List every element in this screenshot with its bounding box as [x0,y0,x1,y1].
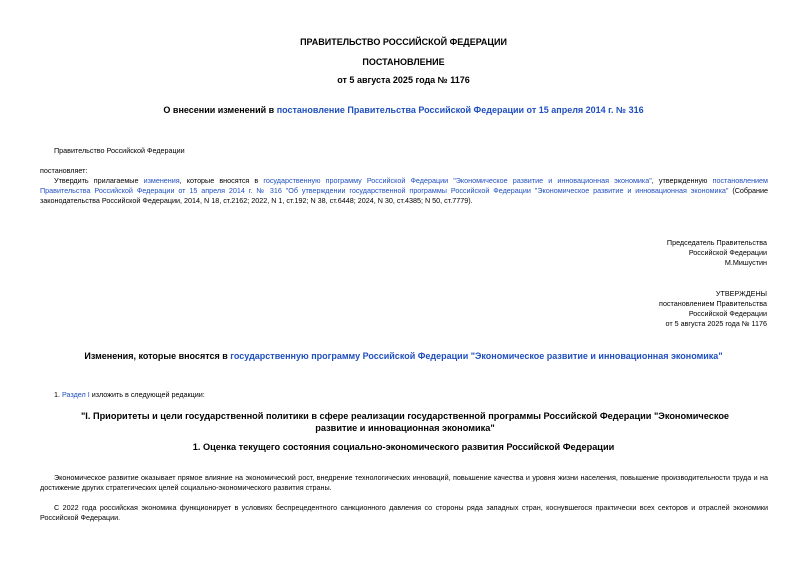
signature-position: Председатель Правительства [666,238,767,247]
approved-date: от 5 августа 2025 года № 1176 [665,319,767,328]
title-prefix: О внесении изменений в [163,105,277,115]
resolution-paragraph [40,176,768,206]
signature-country: Российской Федерации [688,248,767,257]
changes-title [0,351,807,361]
item-1-text: изложить в следующей редакции: [89,390,205,399]
resolution-link[interactable]: постановлением Правительства Российской Федерации от 15 апреля 2014 г. № 316 "Об утверждении государственной программы Российской Федерации "Экономическое развитие и инновационная экономика" [40,176,768,195]
changes-link[interactable]: изменения [143,176,180,185]
section-heading: "I. Приоритеты и цели государственной политики в сфере реализации государственной программы Российской Федерации "Экономическое развитие и инновационная экономика" [80,411,730,433]
intro-resolves: постановляет: [40,166,88,175]
doc-date-number: от 5 августа 2025 года № 1176 [337,75,470,85]
item-1-number: 1. [54,390,62,399]
paragraph-2: С 2022 года российская экономика функционирует в условиях беспрецедентного санкционного давления со стороны ряда западных стран, коснувшегося практически всех секторов и отраслей экономики Российской Федерации. [40,503,768,522]
doc-type-heading: ПОСТАНОВЛЕНИЕ [362,57,445,67]
item-1 [54,390,205,400]
paragraph-1: Экономическое развитие оказывает прямое влияние на экономический рост, внедрение технологических инноваций, повышение качества и уровня жизни населения, повышение производительности труда и на достижение других стратегических целей социально-экономического развития страны. [40,473,768,492]
approved-block [467,289,767,329]
government-header: ПРАВИТЕЛЬСТВО РОССИЙСКОЙ ФЕДЕРАЦИИ [300,37,507,47]
p1-text3: , утвержденную [651,176,713,185]
signature-name: М.Мишустин [724,258,767,267]
p1-text2: , которые вносятся в [179,176,264,185]
p1-text1: Утвердить прилагаемые [54,176,144,185]
changes-title-prefix: Изменения, которые вносятся в [84,351,231,361]
signature-block [467,238,767,268]
document-title [0,105,807,115]
section-link[interactable]: Раздел I [62,390,90,399]
approved-line2: постановлением Правительства [659,299,767,308]
approved-line3: Российской Федерации [688,309,767,318]
section-subheading: 1. Оценка текущего состояния социально-экономического развития Российской Федерации [192,442,615,452]
title-link[interactable]: постановление Правительства Российской Федерации от 15 апреля 2014 г. № 316 [276,105,644,115]
p1-text4: (Собрание законодательства Российской Федерации, 2014, N 18, ст.2162; 2022, N 1, ст.192; N 38, ст.6448; 2024, N 30, ст.4385; N 50, ст.7779). [40,186,768,205]
program-link[interactable]: государственную программу Российской Федерации "Экономическое развитие и инновационная экономика" [263,176,652,185]
intro-government: Правительство Российской Федерации [54,146,185,155]
approved-title: УТВЕРЖДЕНЫ [715,289,767,298]
changes-title-link[interactable]: государственную программу Российской Федерации "Экономическое развитие и инновационная экономика" [230,351,723,361]
